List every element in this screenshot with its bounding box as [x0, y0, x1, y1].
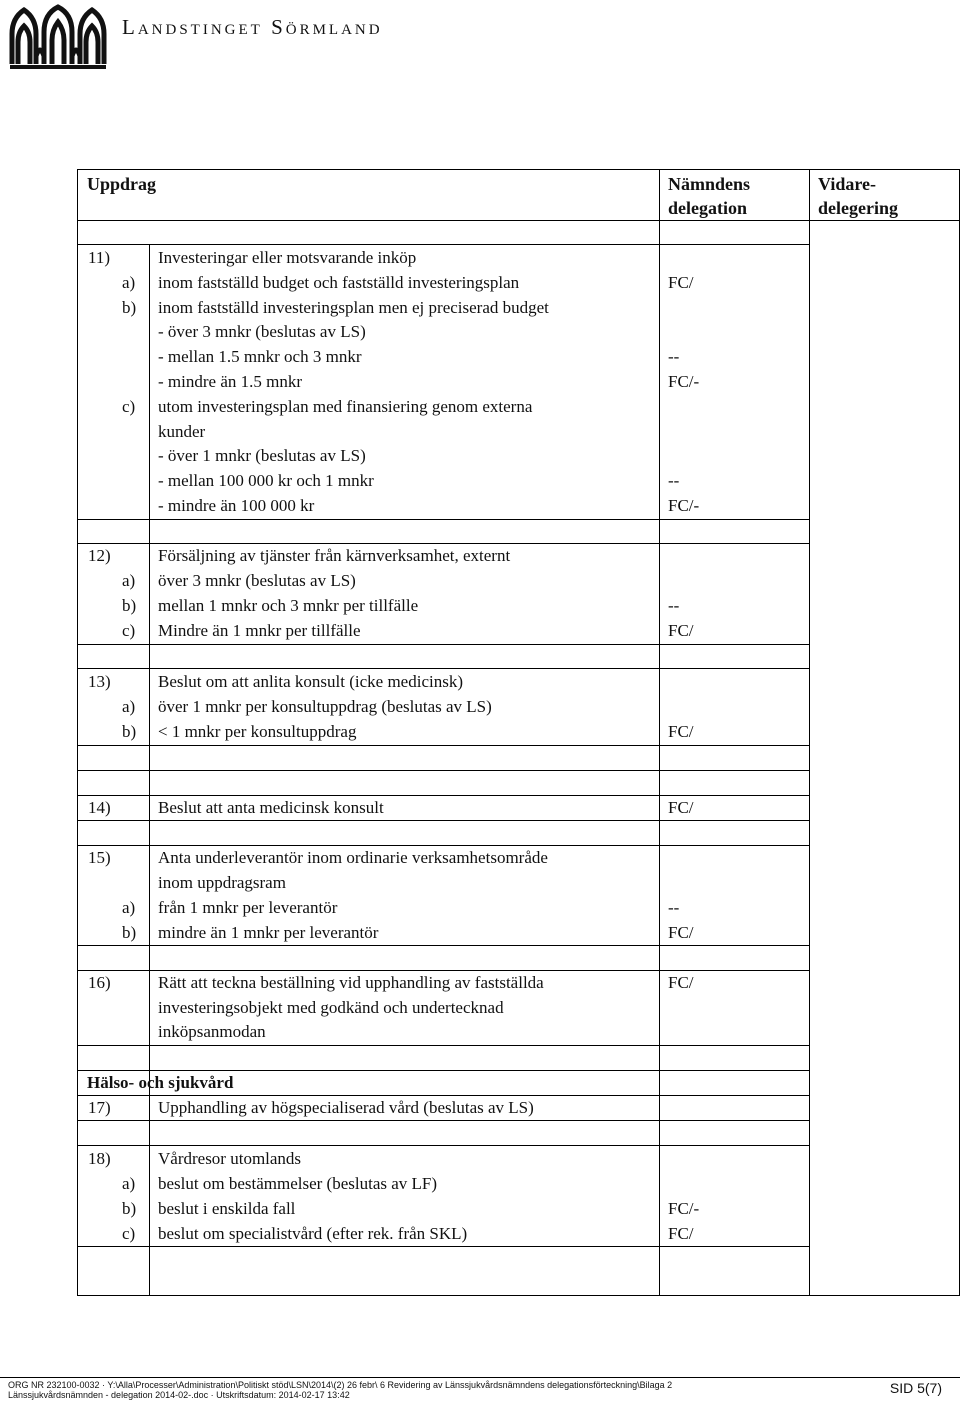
- row-delegation: FC/: [668, 1224, 694, 1243]
- row-number: a): [122, 571, 136, 590]
- row-text: - över 3 mnkr (beslutas av LS): [158, 322, 366, 341]
- row-delegation: --: [668, 898, 680, 917]
- landstinget-logo: [8, 4, 108, 70]
- footer-divider: [0, 1377, 960, 1378]
- row-text: beslut om specialistvård (efter rek. från SKL): [158, 1224, 468, 1243]
- row-text: från 1 mnkr per leverantör: [158, 898, 338, 917]
- row-delegation: FC/-: [668, 1199, 700, 1218]
- row-text: utom investeringsplan med finansiering genom externa: [158, 397, 533, 416]
- row-number: c): [122, 621, 136, 640]
- col-header-namnd-2: delegation: [668, 198, 747, 218]
- col-header-namnd-1: Nämndens: [668, 174, 751, 194]
- col-header-vidare-2: delegering: [818, 198, 898, 218]
- row-text: inom uppdragsram: [158, 873, 286, 892]
- row-text: Upphandling av högspecialiserad vård (beslutas av LS): [158, 1098, 534, 1117]
- row-delegation: FC/-: [668, 496, 700, 515]
- footer-path: ORG NR 232100-0032 · Y:\Alla\Processer\Administration\Politiskt stöd\LSN\2014\(2) 26 febr\ 6 Revidering av Länssjukvårdsnämndens delegationsförteckning\Bilaga 2: [8, 1380, 673, 1390]
- row-text: över 1 mnkr per konsultuppdrag (beslutas av LS): [158, 697, 492, 716]
- row-text: mindre än 1 mnkr per leverantör: [158, 923, 379, 942]
- row-text: Beslut att anta medicinsk konsult: [158, 798, 384, 817]
- row-delegation: FC/: [668, 973, 694, 992]
- row-text: Investeringar eller motsvarande inköp: [158, 248, 417, 267]
- row-text: - mellan 100 000 kr och 1 mnkr: [158, 471, 374, 490]
- row-delegation: --: [668, 471, 680, 490]
- row-number: b): [122, 923, 137, 942]
- row-text: Vårdresor utomlands: [158, 1149, 302, 1168]
- row-number: a): [122, 697, 136, 716]
- row-text: över 3 mnkr (beslutas av LS): [158, 571, 356, 590]
- row-number: a): [122, 898, 136, 917]
- row-number: 11): [88, 248, 111, 267]
- row-text: beslut i enskilda fall: [158, 1199, 296, 1218]
- row-number: b): [122, 298, 137, 317]
- row-number: 17): [88, 1098, 111, 1117]
- row-delegation: FC/: [668, 798, 694, 817]
- row-number: 15): [88, 848, 111, 867]
- row-number: 13): [88, 672, 111, 691]
- row-text: inköpsanmodan: [158, 1022, 266, 1041]
- row-text: investeringsobjekt med godkänd och undertecknad: [158, 998, 504, 1017]
- row-delegation: FC/: [668, 923, 694, 942]
- row-number: 16): [88, 973, 111, 992]
- row-delegation: --: [668, 596, 680, 615]
- row-text: - över 1 mnkr (beslutas av LS): [158, 446, 366, 465]
- row-text: - mindre än 100 000 kr: [158, 496, 315, 515]
- row-text: Beslut om att anlita konsult (icke medicinsk): [158, 672, 463, 691]
- row-delegation: --: [668, 347, 680, 366]
- row-delegation: FC/: [668, 273, 694, 292]
- row-text: inom fastställd budget och fastställd investeringsplan: [158, 273, 520, 292]
- page-number: SID 5(7): [889, 1380, 942, 1396]
- row-text: Mindre än 1 mnkr per tillfälle: [158, 621, 361, 640]
- organization-name: Landstinget Sörmland: [122, 15, 383, 39]
- row-number: b): [122, 722, 137, 741]
- row-delegation: FC/: [668, 722, 694, 741]
- row-text: beslut om bestämmelser (beslutas av LF): [158, 1174, 438, 1193]
- row-delegation: FC/: [668, 621, 694, 640]
- row-number: b): [122, 1199, 137, 1218]
- row-number: a): [122, 1174, 136, 1193]
- row-text: inom fastställd investeringsplan men ej preciserad budget: [158, 298, 549, 317]
- row-text: kunder: [158, 422, 206, 441]
- col-header-uppdrag: Uppdrag: [87, 174, 157, 194]
- row-text: < 1 mnkr per konsultuppdrag: [158, 722, 357, 741]
- col-header-vidare-1: Vidare-: [818, 174, 876, 194]
- row-text: - mindre än 1.5 mnkr: [158, 372, 302, 391]
- row-text: mellan 1 mnkr och 3 mnkr per tillfälle: [158, 596, 419, 615]
- row-text: Rätt att teckna beställning vid upphandling av fastställda: [158, 973, 544, 992]
- row-number: 14): [88, 798, 111, 817]
- row-number: 18): [88, 1149, 111, 1168]
- row-number: c): [122, 397, 136, 416]
- row-text: - mellan 1.5 mnkr och 3 mnkr: [158, 347, 362, 366]
- row-number: b): [122, 596, 137, 615]
- row-text: Försäljning av tjänster från kärnverksamhet, externt: [158, 546, 511, 565]
- row-number: c): [122, 1224, 136, 1243]
- row-number: a): [122, 273, 136, 292]
- section-heading: Hälso- och sjukvård: [87, 1073, 234, 1092]
- footer-document: Länssjukvårdsnämnden - delegation 2014-02-.doc · Utskriftsdatum: 2014-02-17 13:42: [8, 1390, 350, 1400]
- row-text: Anta underleverantör inom ordinarie verksamhetsområde: [158, 848, 548, 867]
- row-delegation: FC/-: [668, 372, 700, 391]
- row-number: 12): [88, 546, 111, 565]
